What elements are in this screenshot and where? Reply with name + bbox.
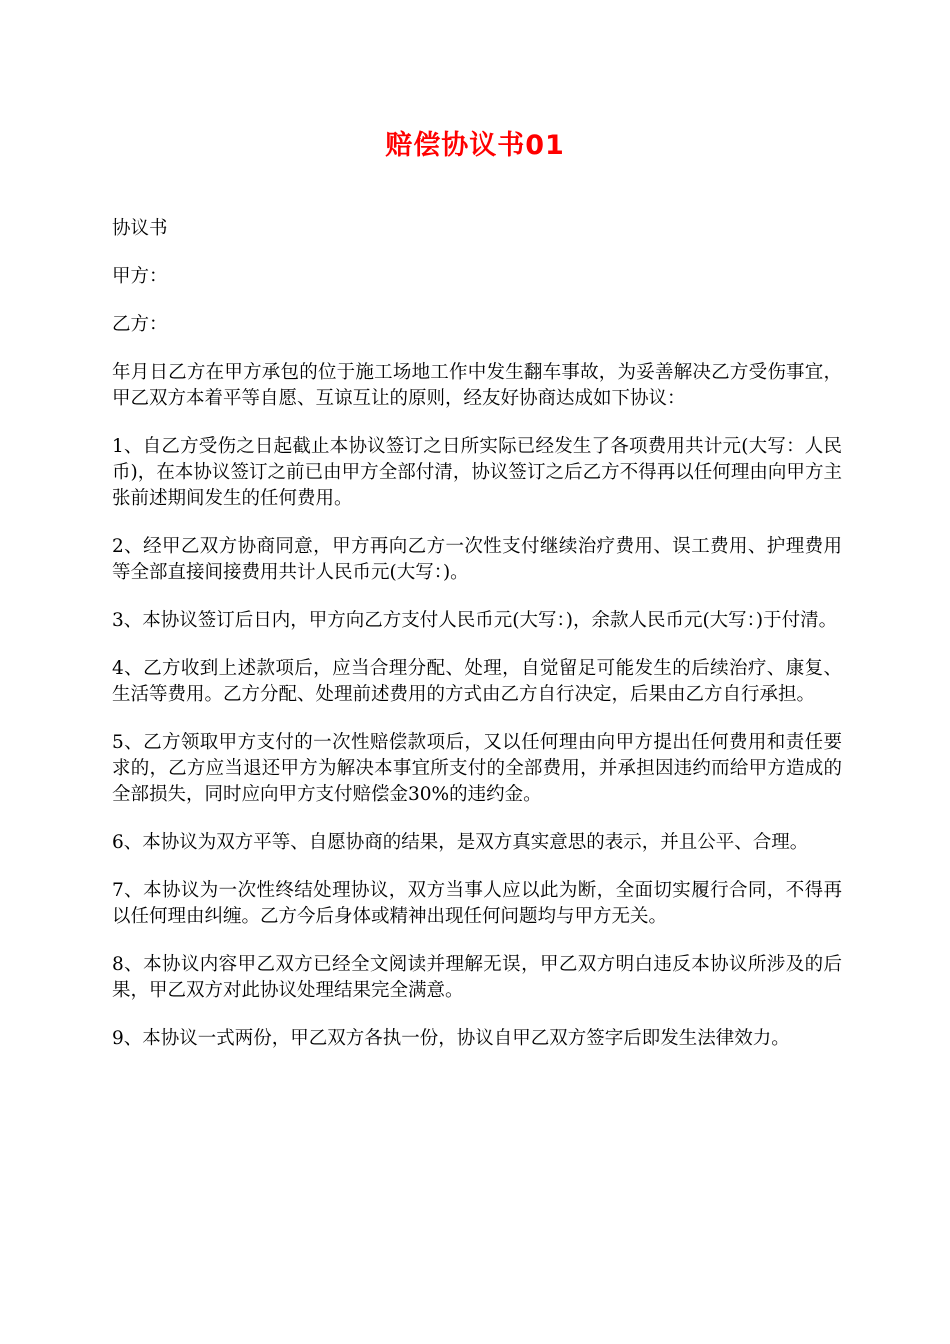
clause-8: 8、本协议内容甲乙双方已经全文阅读并理解无误，甲乙双方明白违反本协议所涉及的后果，甲乙双方对此协议处理结果完全满意。	[112, 954, 842, 1001]
document-body	[112, 216, 842, 1074]
party-b-line: 乙方：	[112, 314, 168, 335]
clause-4: 4、乙方收到上述款项后，应当合理分配、处理，自觉留足可能发生的后续治疗、康复、生活等费用。乙方分配、处理前述费用的方式由乙方自行决定，后果由乙方自行承担。	[112, 658, 842, 705]
document-title: 赔偿协议书01	[385, 130, 565, 161]
heading-agreement: 协议书	[112, 218, 168, 239]
clause-5: 5、乙方领取甲方支付的一次性赔偿款项后，又以任何理由向甲方提出任何费用和责任要求的，乙方应当退还甲方为解决本事宜所支付的全部费用，并承担因违约而给甲方造成的全部损失，同时应向甲方支付赔偿金30%的违约金。	[112, 732, 842, 805]
clause-7: 7、本协议为一次性终结处理协议，双方当事人应以此为断，全面切实履行合同，不得再以任何理由纠缠。乙方今后身体或精神出现任何问题均与甲方无关。	[112, 880, 842, 927]
clause-2: 2、经甲乙双方协商同意，甲方再向乙方一次性支付继续治疗费用、误工费用、护理费用等全部直接间接费用共计人民币元(大写：)。	[112, 536, 842, 583]
preamble-paragraph: 年月日乙方在甲方承包的位于施工场地工作中发生翻车事故，为妥善解决乙方受伤事宜，甲乙双方本着平等自愿、互谅互让的原则，经友好协商达成如下协议：	[112, 362, 842, 409]
party-a-line: 甲方：	[112, 266, 168, 287]
clause-9: 9、本协议一式两份，甲乙双方各执一份，协议自甲乙双方签字后即发生法律效力。	[112, 1028, 790, 1049]
clause-1: 1、自乙方受伤之日起截止本协议签订之日所实际已经发生了各项费用共计元(大写：人民币)，在本协议签订之前已由甲方全部付清，协议签订之后乙方不得再以任何理由向甲方主张前述期间发生的任何费用。	[112, 436, 842, 509]
clause-3: 3、本协议签订后日内，甲方向乙方支付人民币元(大写：)，余款人民币元(大写：)于付清。	[112, 610, 838, 631]
clause-6: 6、本协议为双方平等、自愿协商的结果，是双方真实意思的表示，并且公平、合理。	[112, 832, 809, 853]
